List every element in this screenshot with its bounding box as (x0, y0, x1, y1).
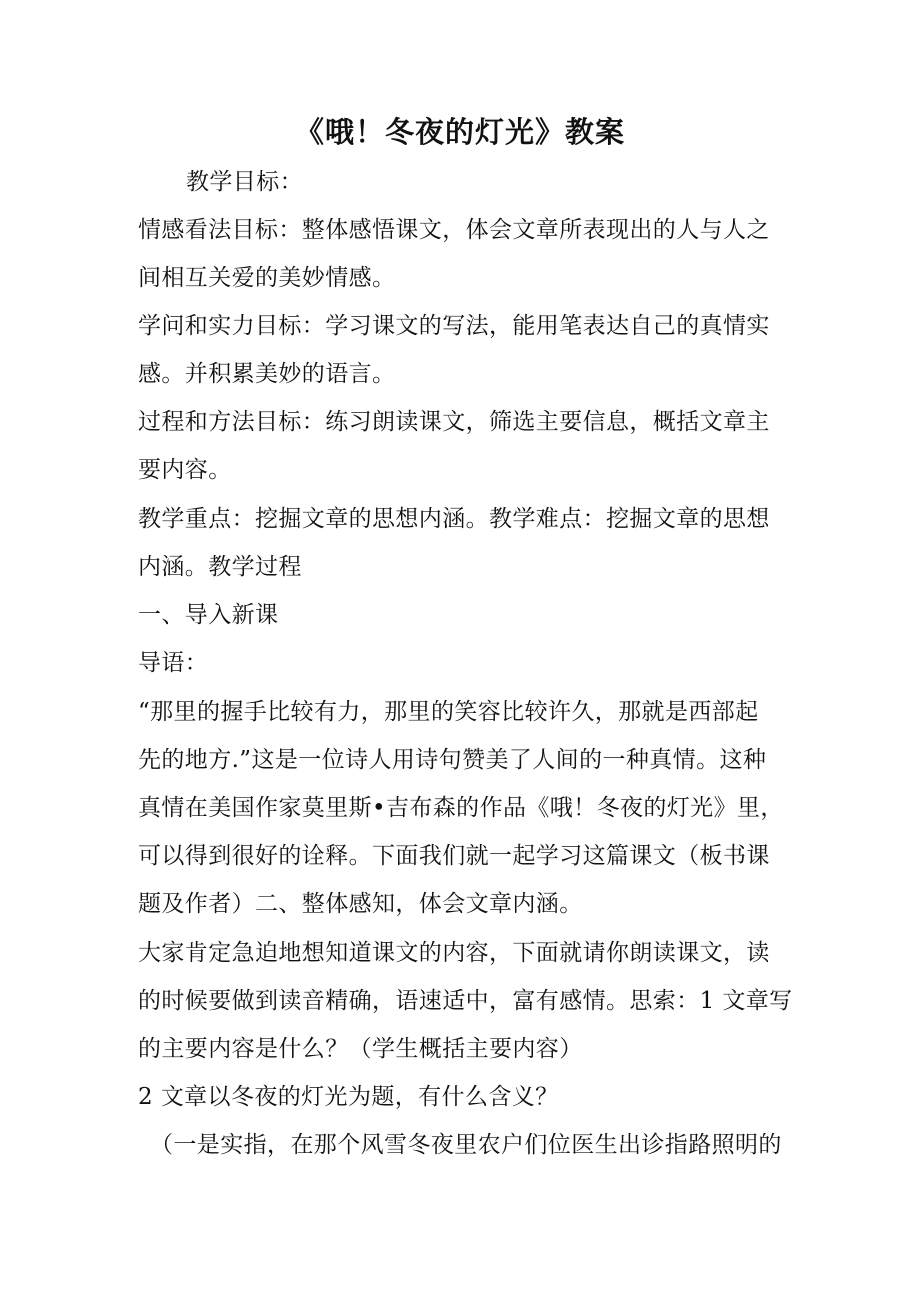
paragraph-line: 先的地方.”这是一位诗人用诗句赞美了人间的一种真情。这种 (138, 747, 767, 773)
paragraph-line: 可以得到很好的诠释。下面我们就一起学习这篇课文（板书课 (138, 843, 770, 869)
paragraph-line: 的时候要做到读音精确，语速适中，富有感情。思索：1 文章写 (138, 988, 793, 1014)
paragraph-line: 2 文章以冬夜的灯光为题，有什么含义？ (138, 1084, 559, 1110)
paragraph-line: 大家肯定急迫地想知道课文的内容，下面就请你朗读课文，读 (138, 940, 770, 966)
paragraph-line: 真情在美国作家莫里斯•吉布森的作品《哦！冬夜的灯光》里， (138, 795, 784, 821)
paragraph-line: 要内容。 (138, 457, 232, 483)
paragraph-line: “那里的握手比较有力，那里的笑容比较许久，那就是西部起 (138, 699, 759, 725)
paragraph-line: 教学重点：挖掘文章的思想内涵。教学难点：挖掘文章的思想 (138, 506, 770, 532)
paragraph-line: （一是实指，在那个风雪冬夜里农户们位医生出诊指路照明的 (150, 1132, 782, 1158)
paragraph-line: 感。并积累美妙的语言。 (138, 361, 396, 387)
paragraph-line: 内涵。教学过程 (138, 554, 302, 580)
paragraph-line: 过程和方法目标：练习朗读课文，筛选主要信息，概括文章主 (138, 409, 770, 435)
paragraph-line: 导语： (138, 650, 209, 676)
section-heading-objectives: 教学目标： (186, 169, 303, 195)
paragraph-line: 间相互关爱的美妙情感。 (138, 265, 396, 291)
paragraph-line: 的主要内容是什么？（学生概括主要内容） (138, 1036, 583, 1062)
document-title: 《哦！冬夜的灯光》教案 (294, 115, 625, 149)
section-heading-intro: 一、导入新课 (138, 602, 279, 628)
paragraph-line: 题及作者）二、整体感知，体会文章内涵。 (138, 891, 583, 917)
paragraph-line: 学问和实力目标：学习课文的写法，能用笔表达自己的真情实 (138, 313, 770, 339)
paragraph-line: 情感看法目标：整体感悟课文，体会文章所表现出的人与人之 (138, 217, 770, 243)
